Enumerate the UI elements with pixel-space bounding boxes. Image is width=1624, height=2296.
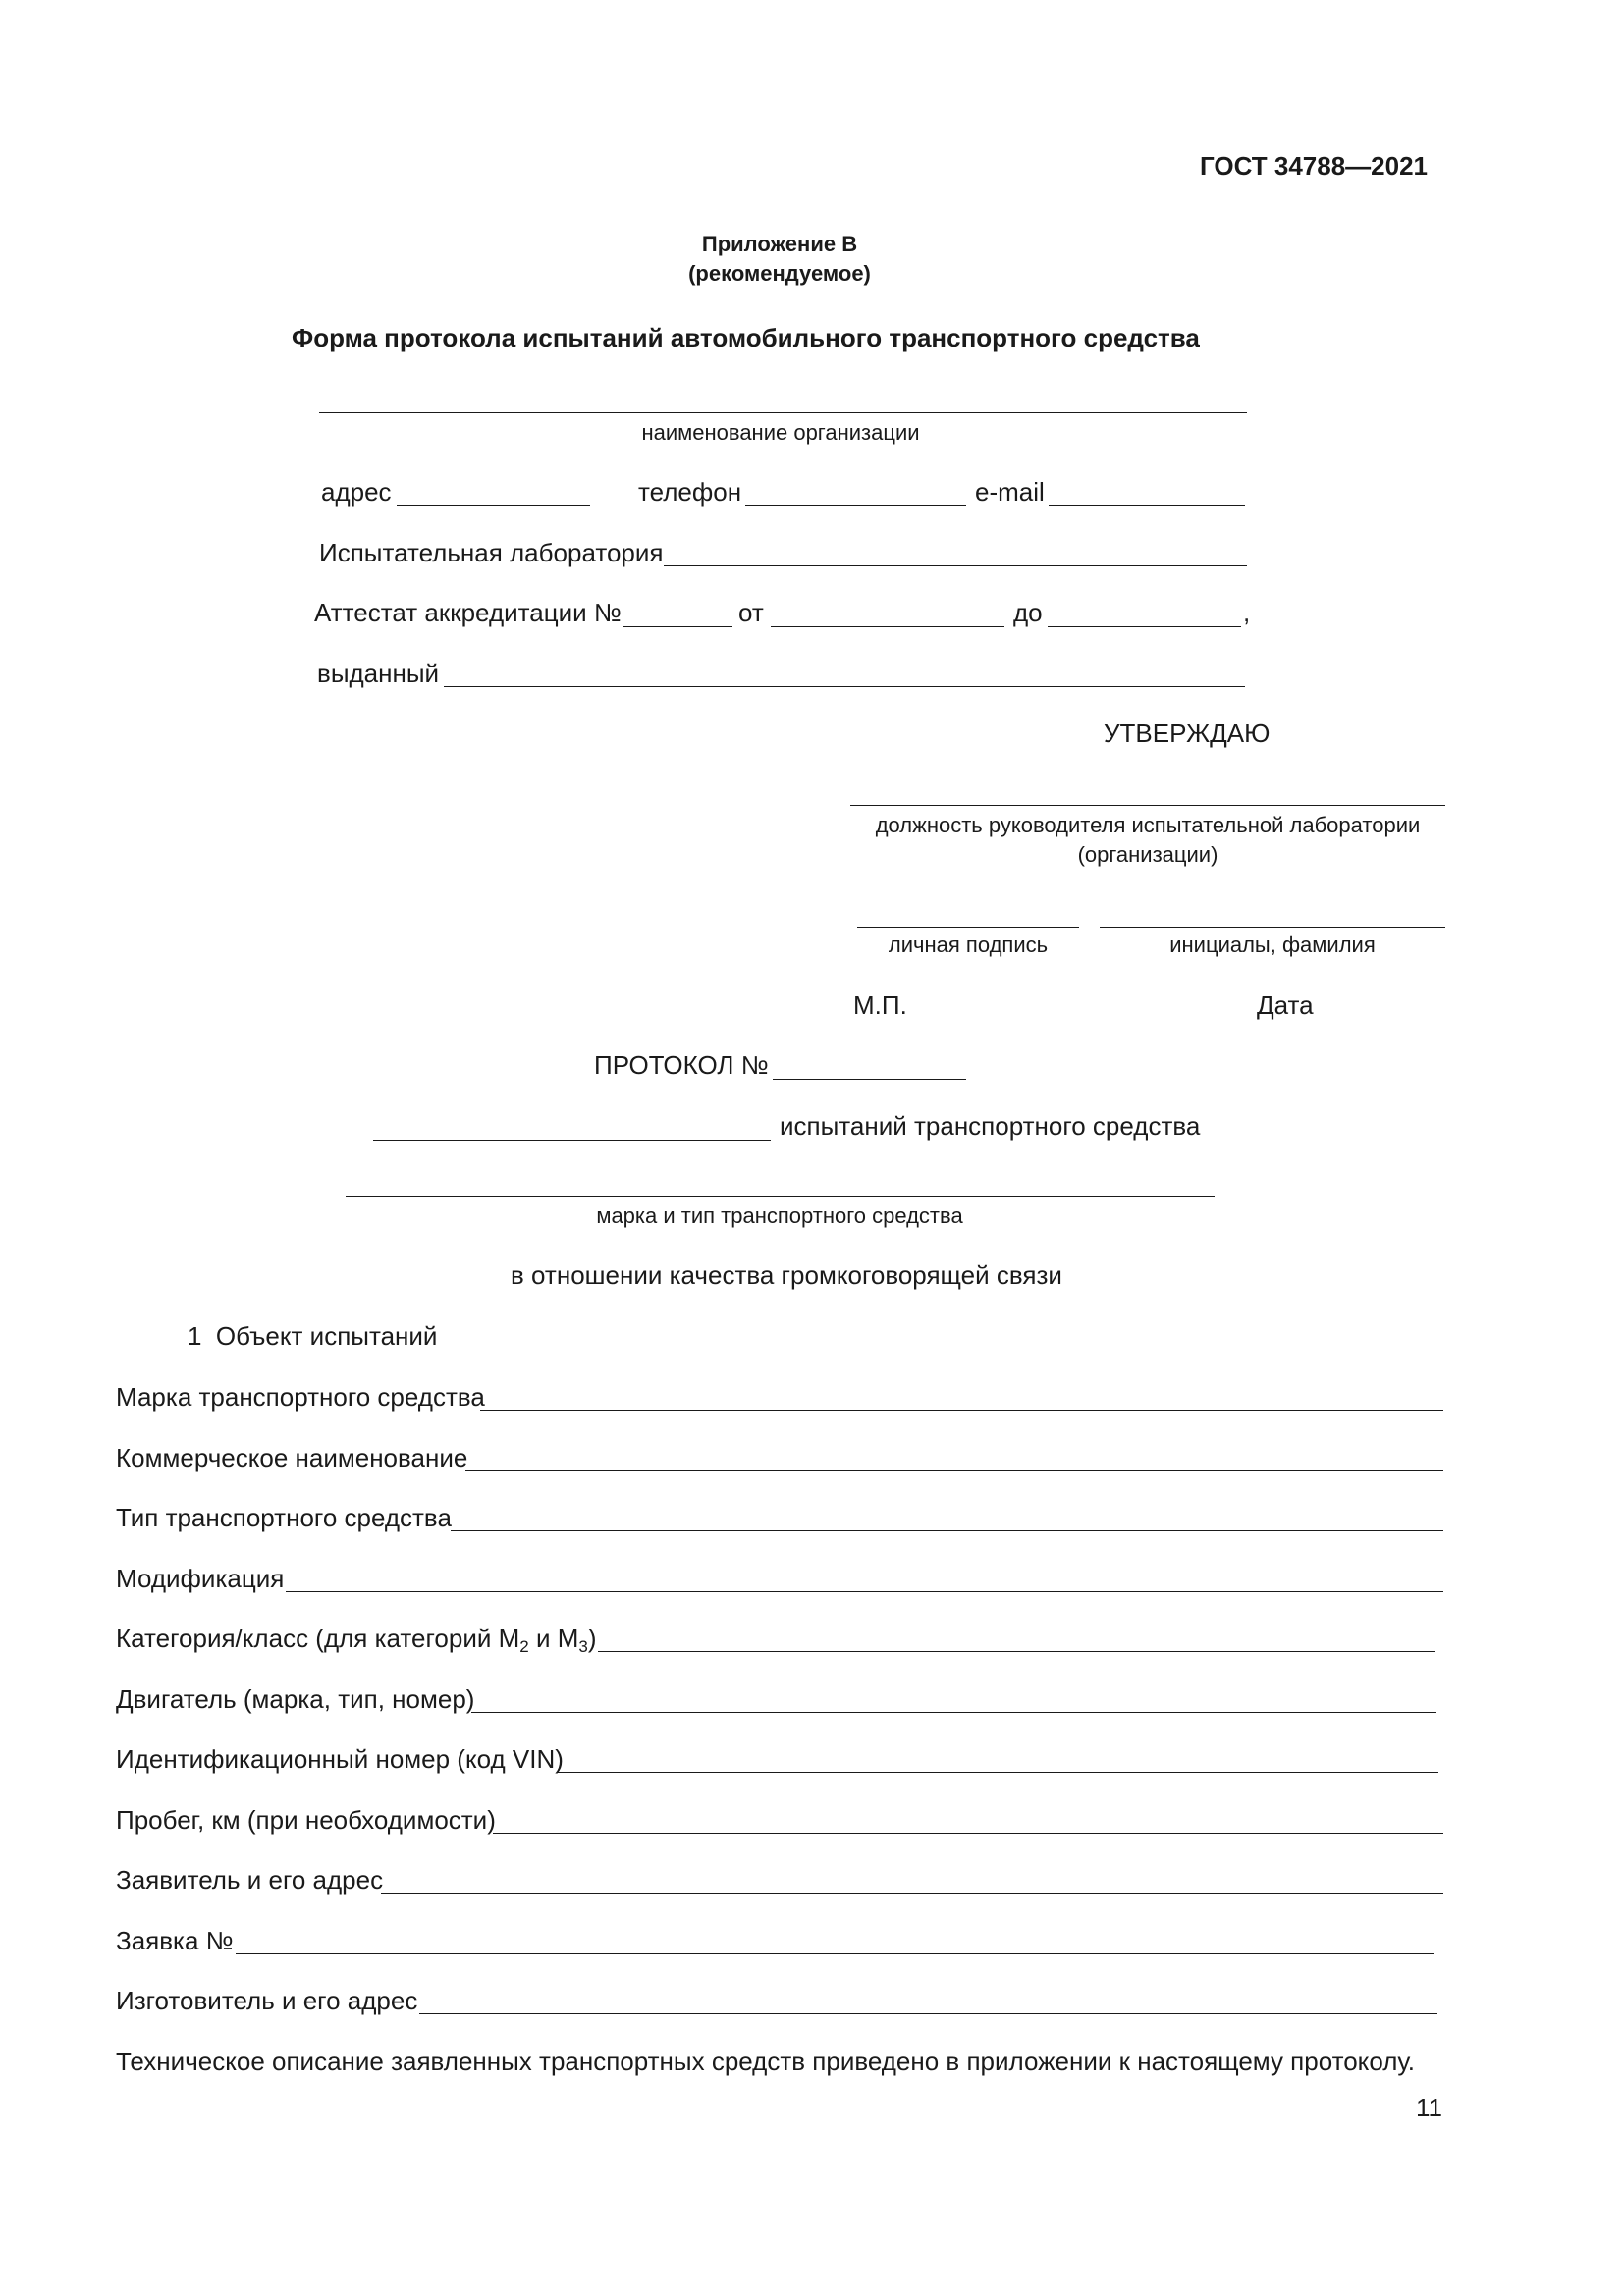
position-line[interactable]	[850, 805, 1445, 806]
to-label: до	[1013, 598, 1043, 627]
initials-caption: инициалы, фамилия	[1169, 933, 1376, 957]
field-mileage-label: Пробег, км (при необходимости)	[116, 1805, 496, 1835]
field-category-line[interactable]	[598, 1651, 1435, 1652]
protocol-number-label: ПРОТОКОЛ №	[594, 1050, 769, 1080]
field-category-label: Категория/класс (для категорий $M_2$ и $M_3$)	[116, 1624, 597, 1656]
approve-label: УТВЕРЖДАЮ	[1104, 719, 1271, 748]
from-label: от	[738, 598, 764, 627]
tests-label: испытаний транспортного средства	[780, 1111, 1201, 1141]
field-applicant-line[interactable]	[381, 1893, 1443, 1894]
signature-caption: личная подпись	[888, 933, 1049, 957]
issued-label: выданный	[317, 659, 440, 688]
page-number: 11	[1416, 2093, 1442, 2122]
org-name-line[interactable]	[319, 412, 1247, 413]
accreditation-number-line[interactable]	[623, 626, 732, 627]
field-engine-line[interactable]	[471, 1712, 1436, 1713]
appendix-title: Приложение В	[701, 232, 858, 256]
date-label: Дата	[1257, 990, 1314, 1020]
field-applicant-label: Заявитель и его адрес	[116, 1865, 384, 1895]
vehicle-caption: марка и тип транспортного средства	[596, 1203, 963, 1228]
comma: ,	[1243, 598, 1251, 627]
issued-line[interactable]	[444, 686, 1245, 687]
field-application-line[interactable]	[236, 1953, 1434, 1954]
field-mileage-line[interactable]	[493, 1833, 1443, 1834]
field-commercial-name-label: Коммерческое наименование	[116, 1443, 468, 1472]
phone-label: телефон	[638, 477, 742, 507]
field-brand-line[interactable]	[480, 1410, 1443, 1411]
tests-type-line[interactable]	[373, 1140, 771, 1141]
from-date-line[interactable]	[771, 626, 1004, 627]
org-name-caption: наименование организации	[641, 420, 920, 445]
field-vin-line[interactable]	[558, 1772, 1438, 1773]
protocol-number-line[interactable]	[773, 1079, 966, 1080]
footer-note: Техническое описание заявленных транспортных средств приведено в приложении к настоящему протоколу.	[116, 2047, 1416, 2076]
initials-line[interactable]	[1100, 927, 1445, 928]
appendix-status: (рекомендуемое)	[688, 261, 871, 286]
section1-heading: 1 Объект испытаний	[188, 1321, 438, 1351]
field-modification-label: Модификация	[116, 1564, 285, 1593]
doc-code: ГОСТ 34788—2021	[1200, 151, 1428, 181]
signature-line[interactable]	[857, 927, 1079, 928]
field-vin-label: Идентификационный номер (код VIN)	[116, 1744, 564, 1774]
field-engine-label: Двигатель (марка, тип, номер)	[116, 1684, 475, 1714]
phone-line[interactable]	[745, 505, 966, 506]
field-application-label: Заявка №	[116, 1926, 234, 1955]
stamp-label: М.П.	[853, 990, 907, 1020]
lab-line[interactable]	[664, 565, 1247, 566]
field-manufacturer-label: Изготовитель и его адрес	[116, 1986, 418, 2015]
protocol-subject: в отношении качества громкоговорящей связи	[511, 1260, 1062, 1290]
field-commercial-name-line[interactable]	[465, 1470, 1443, 1471]
field-brand-label: Марка транспортного средства	[116, 1382, 485, 1412]
lab-label: Испытательная лаборатория	[319, 538, 664, 567]
accreditation-label: Аттестат аккредитации №	[314, 598, 622, 627]
address-line[interactable]	[397, 505, 590, 506]
address-label: адрес	[321, 477, 392, 507]
position-caption: должность руководителя испытательной лаборатории	[875, 813, 1421, 837]
vehicle-line[interactable]	[346, 1196, 1215, 1197]
position-caption-org: (организации)	[1077, 842, 1218, 867]
form-title: Форма протокола испытаний автомобильного транспортного средства	[292, 323, 1200, 352]
field-vehicle-type-label: Тип транспортного средства	[116, 1503, 452, 1532]
field-manufacturer-line[interactable]	[419, 2013, 1437, 2014]
email-line[interactable]	[1049, 505, 1245, 506]
email-label: e-mail	[975, 477, 1045, 507]
to-date-line[interactable]	[1048, 626, 1241, 627]
field-modification-line[interactable]	[286, 1591, 1443, 1592]
field-vehicle-type-line[interactable]	[451, 1530, 1443, 1531]
